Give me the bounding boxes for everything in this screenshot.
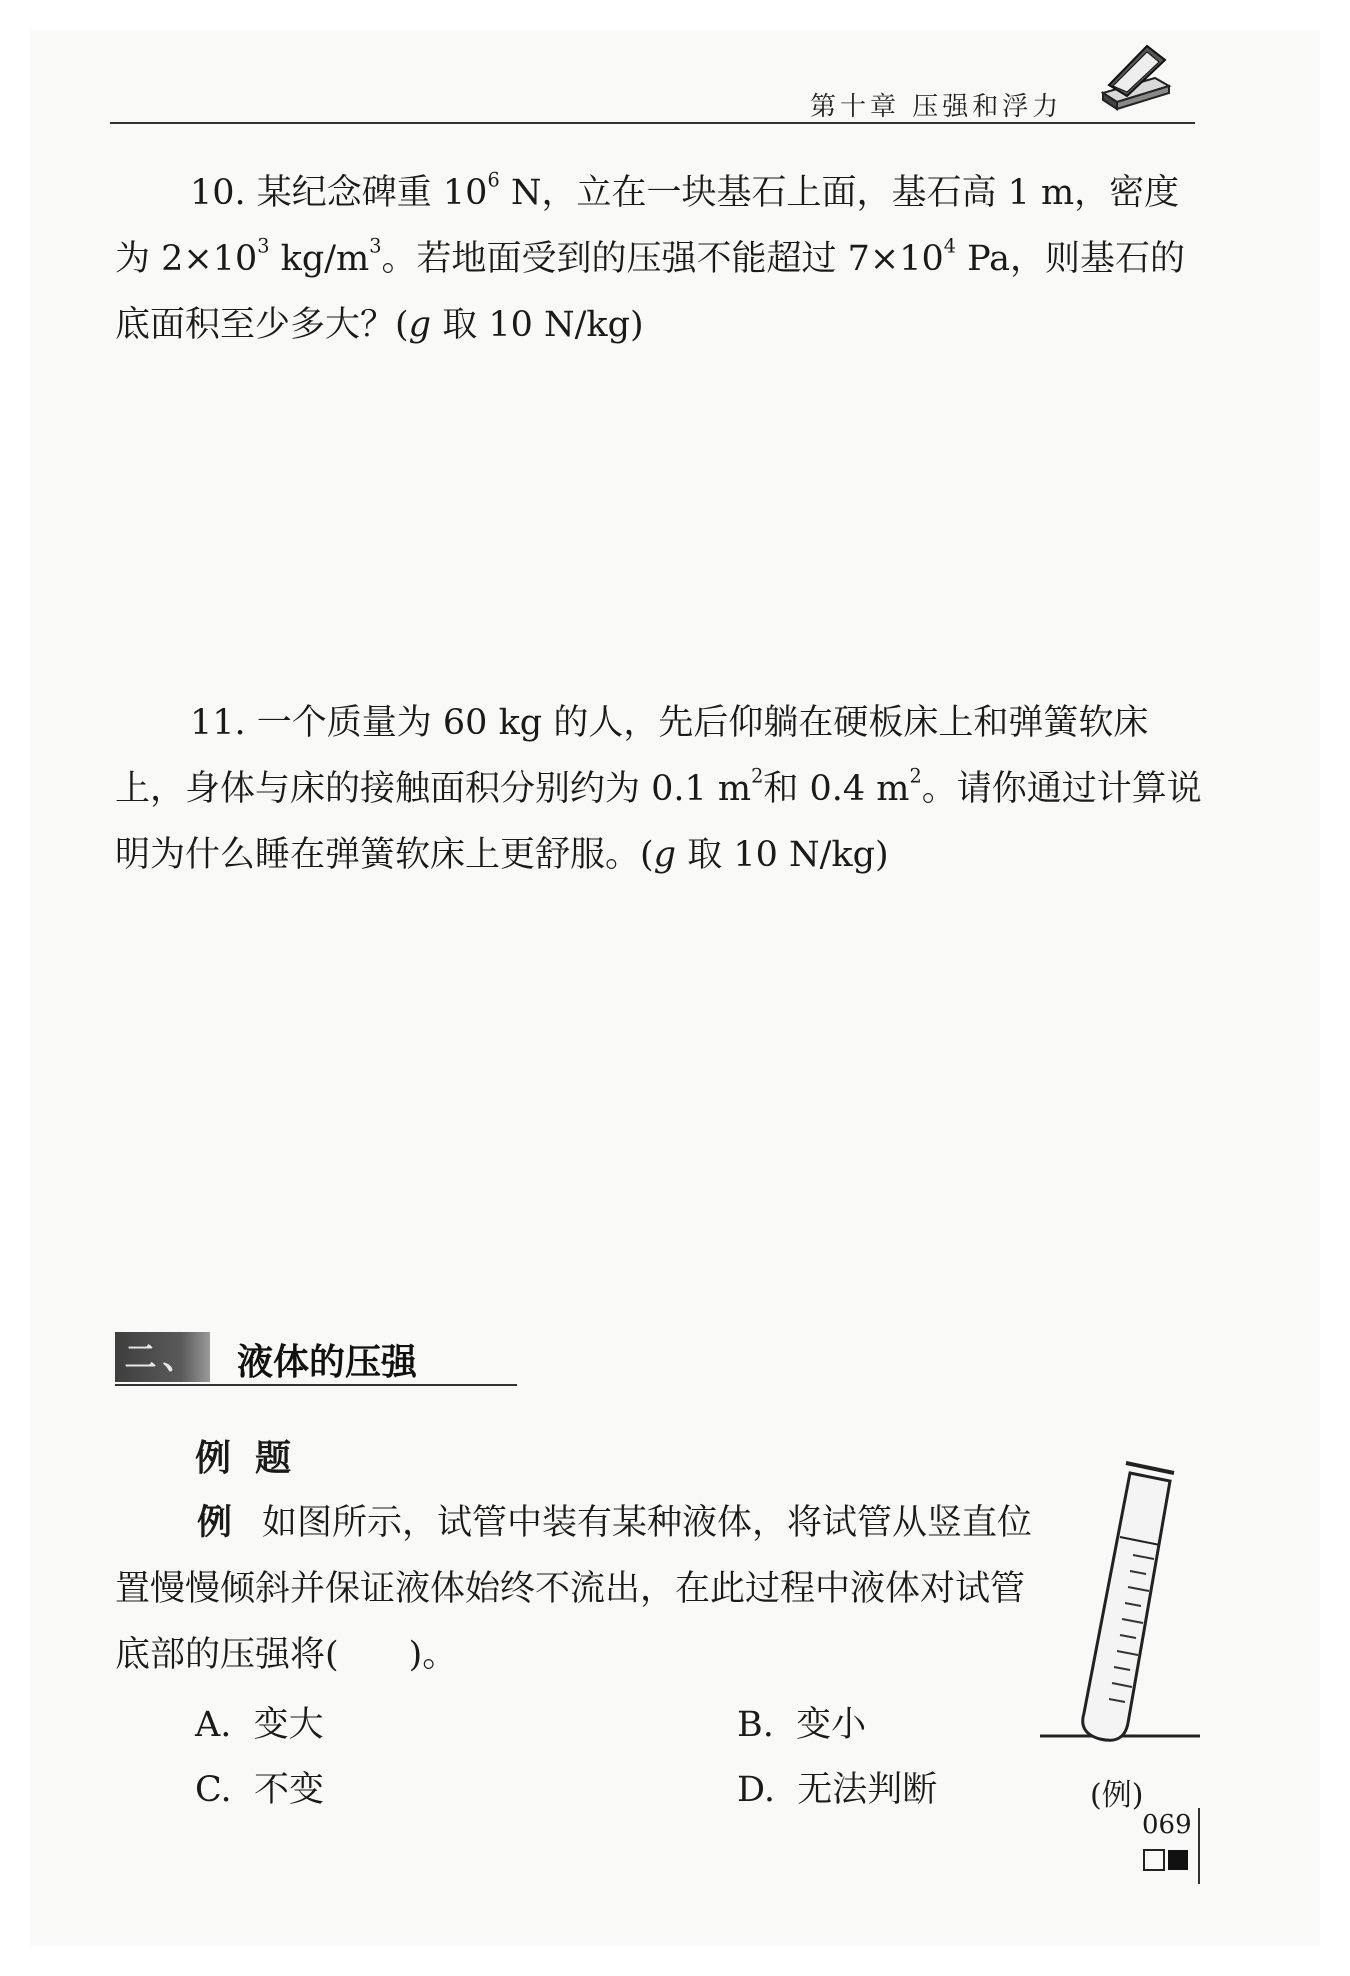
option-a: A. 变大: [195, 1705, 324, 1745]
problem-11: 11. 一个质量为 60 kg 的人，先后仰躺在硬板床上和弹簧软床上，身体与床的接触面积分别约为 0.1 $m^2$和 0.4 $m^2$。请你通过计算说明为什么睡在弹簧软床上更舒服。(g 取 10 N/kg): [115, 703, 1202, 875]
example-question: [115, 1490, 1035, 1688]
test-tube-icon: [1040, 1455, 1210, 1745]
page-mark-icon: [1142, 1846, 1194, 1874]
page-number-rule: [1198, 1808, 1200, 1884]
header-rule: [110, 122, 1195, 124]
option-b: B. 变小: [737, 1705, 867, 1745]
figure-caption: (例): [1090, 1778, 1144, 1813]
example-text: 如图所示，试管中装有某种液体，将试管从竖直位置慢慢倾斜并保证液体始终不流出，在此过程中液体对试管底部的压强将( )。: [115, 1503, 1033, 1675]
example-label: 例: [197, 1502, 233, 1543]
option-d: D. 无法判断: [737, 1770, 938, 1810]
section-number: 二、: [115, 1332, 210, 1382]
section-title: 液体的压强: [237, 1341, 418, 1383]
option-c: C. 不变: [195, 1770, 324, 1810]
section-heading: [115, 1330, 515, 1390]
page-number: 069: [1142, 1810, 1192, 1840]
section-rule: [115, 1384, 517, 1386]
chapter-header: 第十章 压强和浮力: [810, 92, 1063, 122]
book-stack-icon: [1095, 38, 1175, 118]
example-heading: 例题: [195, 1437, 316, 1479]
problem-10: 10. 某纪念碑重 $10^6$ N，立在一块基石上面，基石高 1 m，密度为 $2\times 10^3$ $kg/m^3$。若地面受到的压强不能超过 $7\times 10^4$ Pa，则基石的底面积至少多大？(g 取 10 N/kg): [115, 168, 1185, 345]
